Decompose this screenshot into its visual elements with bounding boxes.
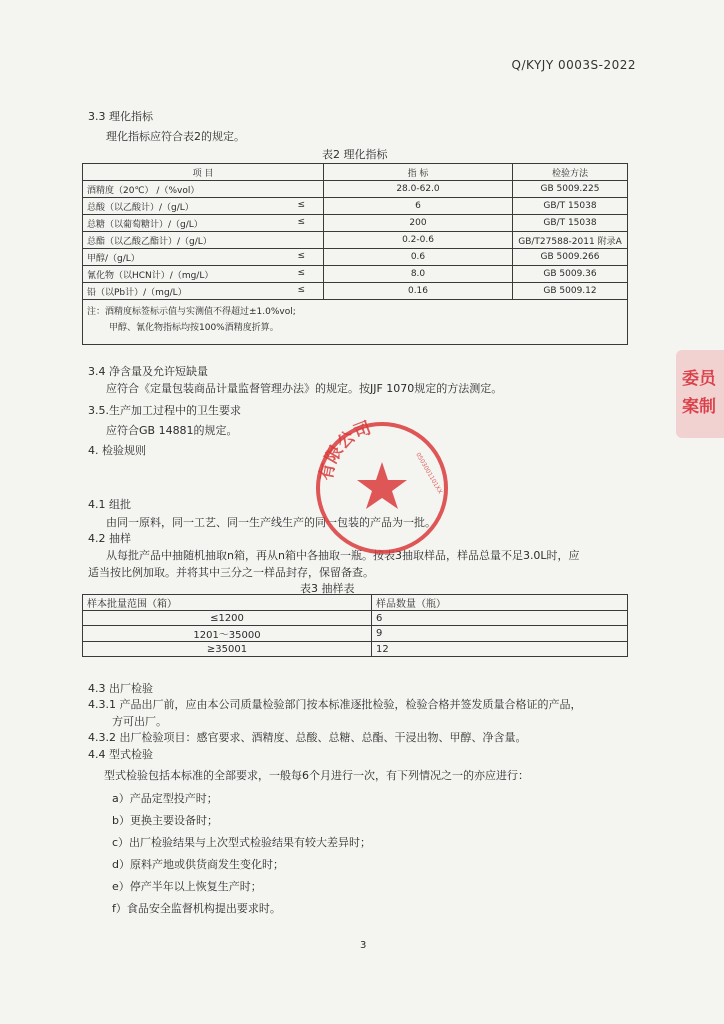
table2-note-row: [83, 300, 628, 345]
table2-method-cell: GB/T 15038: [513, 198, 628, 215]
table3-range-cell: 1201～35000: [83, 626, 372, 642]
list-item: c）出厂检验结果与上次型式检验结果有较大差异时；: [112, 836, 372, 849]
table-row: [83, 215, 628, 232]
table2-item-cell: 甲醇/（g/L） ≤: [83, 249, 324, 266]
table2-caption: 表2 理化指标: [322, 148, 388, 161]
table3-qty-cell: 6: [372, 611, 628, 626]
side-stamp-line2: 案制: [682, 397, 716, 417]
table2-value-cell: 0.2-0.6: [324, 232, 513, 249]
table2-method-cell: GB 5009.12: [513, 283, 628, 300]
table2-note-line1: 注：酒精度标签标示值与实测值不得超过±1.0%vol;: [87, 307, 296, 317]
table3-qty-cell: 9: [372, 626, 628, 642]
section-4-heading: 4. 检验规则: [88, 444, 146, 457]
list-item: a）产品定型投产时；: [112, 792, 218, 805]
list-item: e）停产半年以上恢复生产时；: [112, 880, 262, 893]
section-3-3-body: 理化指标应符合表2的规定。: [106, 130, 245, 143]
table2-item-cell: 酒精度（20℃） /（%vol）: [83, 181, 324, 198]
table2-value-cell: 200: [324, 215, 513, 232]
section-4-1-body: 由同一原料，同一工艺、同一生产线生产的同一包装的产品为一批。: [106, 516, 436, 529]
section-3-4-body: 应符合《定量包装商品计量监督管理办法》的规定。按JJF 1070规定的方法测定。: [106, 382, 503, 395]
table3-qty-cell: 12: [372, 642, 628, 657]
section-4-2-body-line1: 从每批产品中抽随机抽取n箱，再从n箱中各抽取一瓶。按表3抽取样品，样品总量不足3.0L时，应: [106, 549, 580, 562]
table3-header-row: [83, 595, 628, 611]
table2-item-cell: 铅（以Pb计）/（mg/L） ≤: [83, 283, 324, 300]
seal-star-icon: [357, 462, 407, 509]
table-row: [83, 249, 628, 266]
table2-method-cell: GB/T27588-2011 附录A: [513, 232, 628, 249]
table2-method-cell: GB/T 15038: [513, 215, 628, 232]
table3: [82, 594, 628, 657]
table2-note: [83, 300, 628, 345]
table2-note-line2: 甲醇、氰化物指标均按100%酒精度折算。: [109, 323, 279, 333]
table2-item-cell: 总糖（以葡萄糖计）/（g/L） ≤: [83, 215, 324, 232]
section-3-5-body: 应符合GB 14881的规定。: [106, 424, 238, 437]
page-number: 3: [360, 940, 367, 951]
section-4-4-heading: 4.4 型式检验: [88, 748, 153, 761]
table2-header-value: 指 标: [324, 164, 513, 181]
side-stamp: [676, 350, 724, 438]
table2-header-row: [83, 164, 628, 181]
seal-code: 0503001101XX: [414, 451, 444, 496]
table-row: [83, 283, 628, 300]
table2-item-cell: 氰化物（以HCN计）/（mg/L） ≤: [83, 266, 324, 283]
table2-value-cell: 0.16: [324, 283, 513, 300]
section-4-3-heading: 4.3 出厂检验: [88, 682, 153, 695]
table3-range-cell: ≤1200: [83, 611, 372, 626]
table-row: [83, 642, 628, 657]
table3-caption: 表3 抽样表: [300, 582, 355, 595]
list-item: f）食品安全监督机构提出要求时。: [112, 902, 281, 915]
table-row: [83, 181, 628, 198]
table-row: [83, 266, 628, 283]
table2-item-cell: 总酯（以乙酸乙酯计）/（g/L）: [83, 232, 324, 249]
table3-header-range: 样本批量范围（箱）: [83, 595, 372, 611]
company-seal: [312, 418, 452, 558]
section-4-2-heading: 4.2 抽样: [88, 532, 131, 545]
table3-header-qty: 样品数量（瓶）: [372, 595, 628, 611]
section-4-1-heading: 4.1 组批: [88, 498, 131, 511]
table2-value-cell: 6: [324, 198, 513, 215]
table-row: [83, 611, 628, 626]
seal-text: 有限公司: [316, 418, 374, 483]
side-stamp-line1: 委员: [682, 369, 716, 389]
section-4-2-body-line2: 适当按比例加取。并将其中三分之一样品封存，保留备查。: [88, 566, 374, 579]
section-3-5-heading: 3.5.生产加工过程中的卫生要求: [88, 404, 241, 417]
table-row: [83, 626, 628, 642]
table2: [82, 163, 628, 345]
section-3-4-heading: 3.4 净含量及允许短缺量: [88, 365, 208, 378]
document-id: Q/KYJY 0003S-2022: [511, 58, 636, 72]
section-4-3-2: 4.3.2 出厂检验项目：感官要求、酒精度、总酸、总糖、总酯、干浸出物、甲醇、净含量。: [88, 731, 527, 744]
table-row: [83, 198, 628, 215]
table2-item-cell: 总酸（以乙酸计）/（g/L） ≤: [83, 198, 324, 215]
list-item: b）更换主要设备时；: [112, 814, 218, 827]
table-row: [83, 232, 628, 249]
section-3-3-heading: 3.3 理化指标: [88, 110, 153, 123]
table2-header-method: 检验方法: [513, 164, 628, 181]
table2-method-cell: GB 5009.225: [513, 181, 628, 198]
table3-range-cell: ≥35001: [83, 642, 372, 657]
section-4-3-1-line1: 4.3.1 产品出厂前，应由本公司质量检验部门按本标准逐批检验，检验合格并签发质量合格证的产品，: [88, 698, 582, 711]
table2-value-cell: 8.0: [324, 266, 513, 283]
list-item: d）原料产地或供货商发生变化时；: [112, 858, 284, 871]
table2-value-cell: 0.6: [324, 249, 513, 266]
table2-method-cell: GB 5009.266: [513, 249, 628, 266]
table2-value-cell: 28.0-62.0: [324, 181, 513, 198]
table2-method-cell: GB 5009.36: [513, 266, 628, 283]
section-4-3-1-line2: 方可出厂。: [112, 715, 167, 728]
section-4-4-body: 型式检验包括本标准的全部要求，一般每6个月进行一次，有下列情况之一的亦应进行：: [104, 769, 529, 782]
table2-header-item: 项 目: [83, 164, 324, 181]
